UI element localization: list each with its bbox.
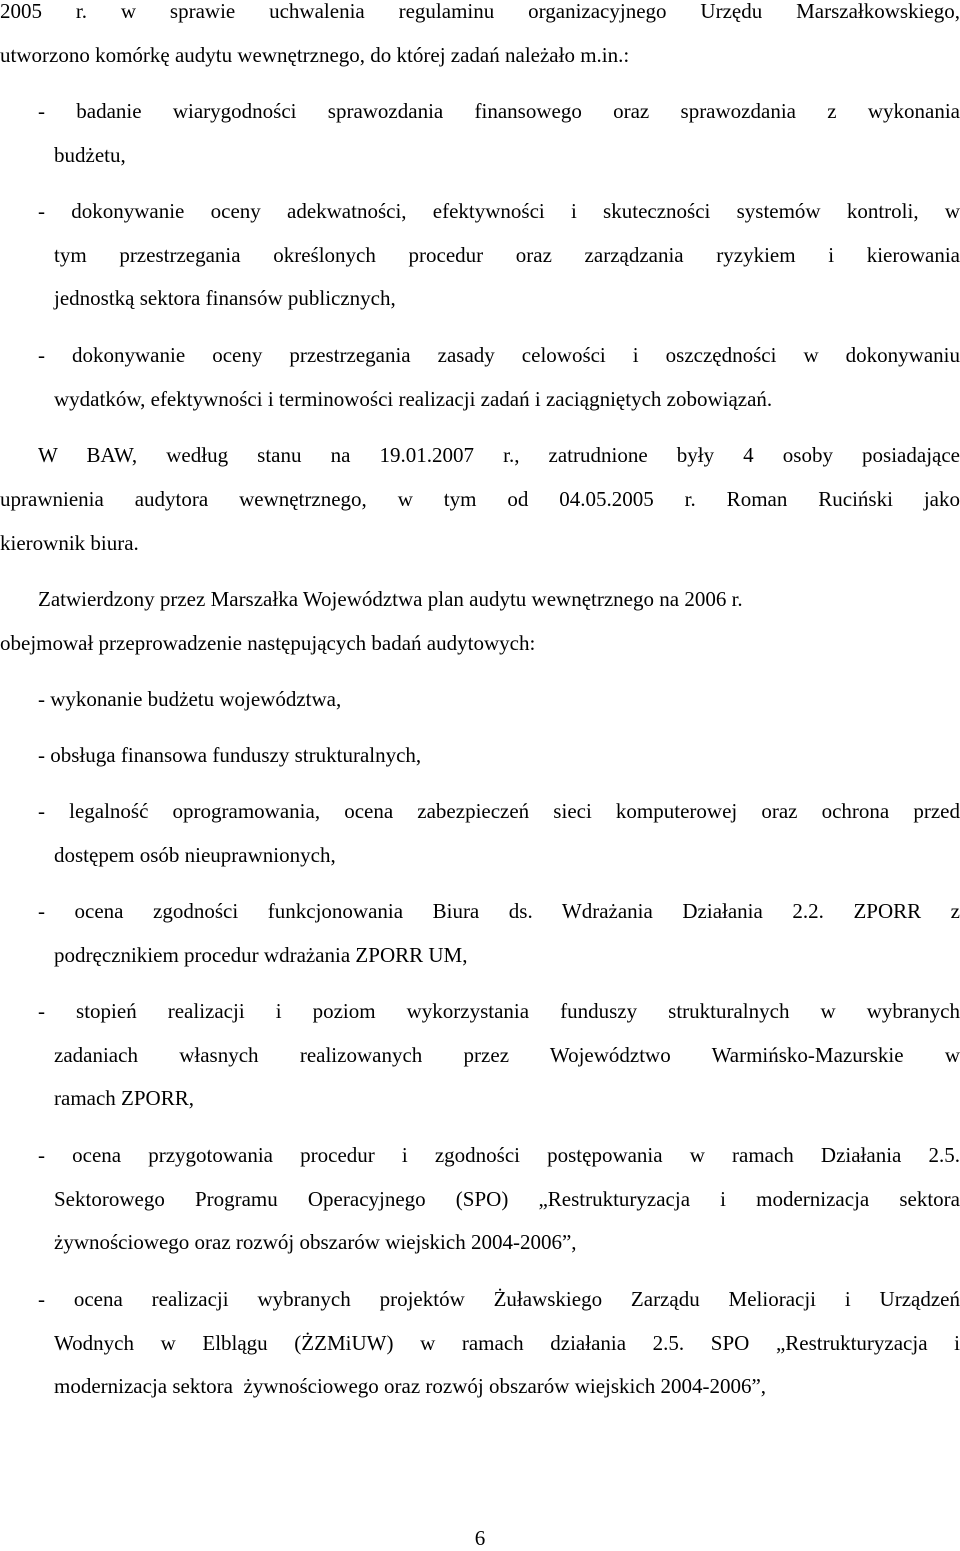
- list-item-line: Sektorowego Programu Operacyjnego (SPO) „Restrukturyzacja i modernizacja sektora: [54, 1187, 960, 1211]
- list-item-line: tym przestrzegania określonych procedur oraz zarządzania ryzykiem i kierowania: [54, 243, 960, 267]
- paragraph-line: kierownik biura.: [0, 531, 139, 555]
- list-item-line: dostępem osób nieuprawnionych,: [54, 843, 336, 867]
- page-number: 6: [474, 1526, 486, 1550]
- list-item-line: Wodnych w Elblągu (ŻZMiUW) w ramach działania 2.5. SPO „Restrukturyzacja i: [54, 1331, 960, 1355]
- list-item-line: - dokonywanie oceny adekwatności, efektywności i skuteczności systemów kontroli, w: [38, 199, 960, 223]
- list-item-line: żywnościowego oraz rozwój obszarów wiejskich 2004-2006”,: [54, 1230, 577, 1254]
- list-item-line: jednostką sektora finansów publicznych,: [54, 286, 396, 310]
- text-line: 2005 r. w sprawie uchwalenia regulaminu organizacyjnego Urzędu Marszałkowskiego,: [0, 0, 960, 23]
- list-item-line: - obsługa finansowa funduszy strukturalnych,: [38, 743, 422, 767]
- list-item-line: podręcznikiem procedur wdrażania ZPORR UM,: [54, 943, 468, 967]
- paragraph-line: Zatwierdzony przez Marszałka Województwa plan audytu wewnętrznego na 2006 r.: [38, 587, 743, 611]
- list-item-line: budżetu,: [54, 143, 126, 167]
- list-item-line: - ocena przygotowania procedur i zgodności postępowania w ramach Działania 2.5.: [38, 1143, 960, 1167]
- list-item-line: - legalność oprogramowania, ocena zabezpieczeń sieci komputerowej oraz ochrona przed: [38, 799, 960, 823]
- list-item-line: modernizacja sektora żywnościowego oraz rozwój obszarów wiejskich 2004-2006”,: [54, 1374, 767, 1398]
- list-item-line: - stopień realizacji i poziom wykorzystania funduszy strukturalnych w wybranych: [38, 999, 960, 1023]
- list-item-line: - badanie wiarygodności sprawozdania finansowego oraz sprawozdania z wykonania: [38, 99, 960, 123]
- paragraph-line: uprawnienia audytora wewnętrznego, w tym od 04.05.2005 r. Roman Ruciński jako: [0, 487, 960, 511]
- list-item-line: - dokonywanie oceny przestrzegania zasady celowości i oszczędności w dokonywaniu: [38, 343, 960, 367]
- paragraph-line: obejmował przeprowadzenie następujących badań audytowych:: [0, 631, 536, 655]
- list-item-line: - ocena zgodności funkcjonowania Biura ds. Wdrażania Działania 2.2. ZPORR z: [38, 899, 960, 923]
- list-item-line: ramach ZPORR,: [54, 1086, 194, 1110]
- text-line: utworzono komórkę audytu wewnętrznego, do której zadań należało m.in.:: [0, 43, 630, 67]
- list-item-line: zadaniach własnych realizowanych przez Województwo Warmińsko-Mazurskie w: [54, 1043, 960, 1067]
- list-item-line: - ocena realizacji wybranych projektów Żuławskiego Zarządu Melioracji i Urządzeń: [38, 1287, 960, 1311]
- list-item-line: - wykonanie budżetu województwa,: [38, 687, 342, 711]
- paragraph-line: W BAW, według stanu na 19.01.2007 r., zatrudnione były 4 osoby posiadające: [38, 443, 960, 467]
- list-item-line: wydatków, efektywności i terminowości realizacji zadań i zaciągniętych zobowiązań.: [54, 387, 773, 411]
